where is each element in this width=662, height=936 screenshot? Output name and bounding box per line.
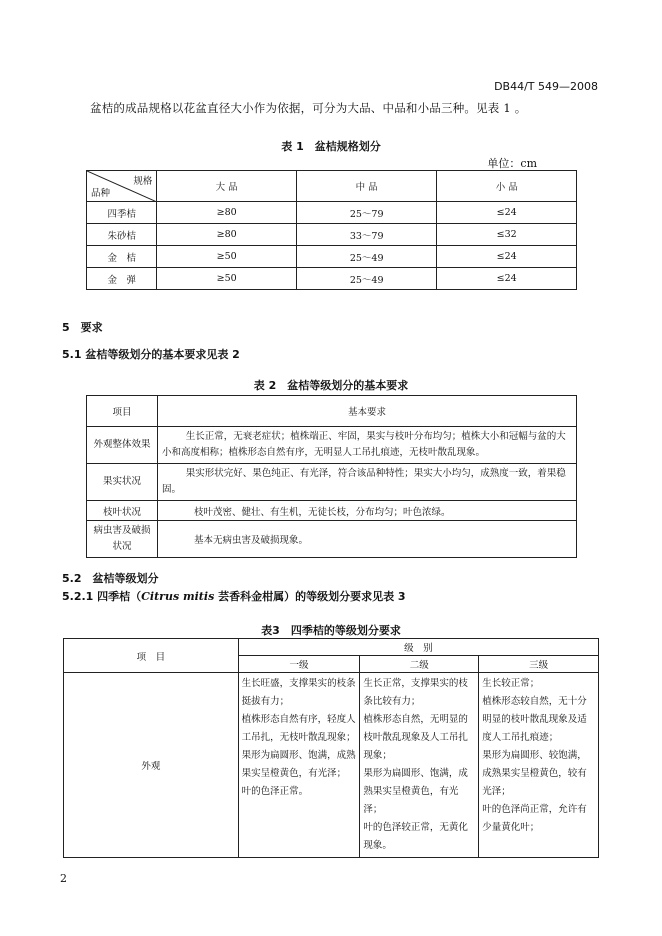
criterion-leaf: 叶的色泽尚正常，允许有少量黄化叶； bbox=[482, 804, 587, 833]
grade-3-criteria bbox=[479, 673, 599, 858]
latin-name: Citrus mitis bbox=[141, 590, 215, 603]
criterion-fruit: 果形为扁圆形、较饱满，成熟果实呈橙黄色，较有光泽； bbox=[482, 750, 587, 797]
standard-number: DB44/T 549—2008 bbox=[494, 80, 598, 93]
requirement-text: 果实形状完好、果色纯正、有光泽，符合该品种特性；果实大小均匀，成熟度一致，着果稳固。 bbox=[158, 464, 577, 501]
table-row bbox=[87, 224, 577, 246]
table1-header-small: 小 品 bbox=[437, 171, 577, 202]
table3-header-grade: 级 别 bbox=[238, 639, 598, 656]
variety-name: 金 桔 bbox=[87, 246, 157, 268]
variety-name: 朱砂桔 bbox=[87, 224, 157, 246]
size-large: ≥50 bbox=[157, 246, 297, 268]
variety-name: 金 弹 bbox=[87, 268, 157, 290]
table2-caption: 表 2 盆桔等级划分的基本要求 bbox=[253, 379, 409, 392]
item-label: 果实状况 bbox=[87, 464, 158, 501]
size-large: ≥80 bbox=[157, 202, 297, 224]
size-medium: 25～49 bbox=[296, 268, 436, 290]
size-small: ≤24 bbox=[437, 246, 577, 268]
table-row bbox=[87, 202, 577, 224]
size-small: ≤24 bbox=[437, 202, 577, 224]
item-label: 病虫害及破损状况 bbox=[87, 521, 158, 558]
table1-header-medium: 中 品 bbox=[296, 171, 436, 202]
corner-top-label: 规格 bbox=[133, 176, 153, 187]
table2-header-item: 项目 bbox=[87, 396, 158, 427]
table-row bbox=[87, 464, 577, 501]
size-small: ≤24 bbox=[437, 268, 577, 290]
item-label: 枝叶状况 bbox=[87, 501, 158, 521]
table2-header-requirement: 基本要求 bbox=[158, 396, 577, 427]
criterion-form: 植株形态较自然，无十分明显的枝叶散乱现象及适度人工吊扎痕迹； bbox=[482, 696, 587, 743]
table1-header-large: 大 品 bbox=[157, 171, 297, 202]
requirement-text: 基本无病虫害及破损现象。 bbox=[158, 521, 577, 558]
item-label: 外观整体效果 bbox=[87, 427, 158, 464]
criterion-growth: 生长较正常； bbox=[482, 678, 540, 689]
s521-prefix: 5.2.1 四季桔（ bbox=[62, 590, 142, 603]
table1-corner-cell bbox=[87, 171, 157, 202]
criterion-form: 植株形态自然有序，轻度人工吊扎，无枝叶散乱现象； bbox=[241, 714, 356, 743]
variety-name: 四季桔 bbox=[87, 202, 157, 224]
table1-unit: 单位：cm bbox=[487, 157, 537, 170]
page-number: 2 bbox=[60, 872, 67, 885]
criterion-fruit: 果形为扁圆形、饱满，成熟果实呈橙黄色，有光泽； bbox=[241, 750, 356, 779]
section-5-1-heading: 5.1 盆桔等级划分的基本要求见表 2 bbox=[62, 348, 240, 361]
table2 bbox=[86, 395, 577, 558]
section-5-2-1-heading bbox=[62, 588, 406, 604]
size-medium: 33～79 bbox=[296, 224, 436, 246]
table3-header-item: 项 目 bbox=[64, 639, 239, 673]
criterion-form: 植株形态自然，无明显的枝叶散乱现象及人工吊扎现象； bbox=[363, 714, 468, 761]
s521-suffix: 芸香科金柑属）的等级划分要求见表 3 bbox=[214, 590, 406, 603]
table-row bbox=[87, 427, 577, 464]
size-medium: 25～79 bbox=[296, 202, 436, 224]
grade-2-header: 二级 bbox=[360, 656, 479, 673]
grade-1-header: 一级 bbox=[238, 656, 360, 673]
requirement-text: 枝叶茂密、健壮、有生机，无徒长枝，分布均匀；叶色浓绿。 bbox=[158, 501, 577, 521]
requirement-text: 生长正常，无衰老症状；植株端正、牢固，果实与枝叶分布均匀；植株大小和冠幅与盆的大小和高度相称；植株形态自然有序，无明显人工吊扎痕迹，无枝叶散乱现象。 bbox=[158, 427, 577, 464]
grade-1-criteria bbox=[238, 673, 360, 858]
criterion-growth: 生长正常，支撑果实的枝条比较有力； bbox=[363, 678, 468, 707]
grade-3-header: 三级 bbox=[479, 656, 599, 673]
grade-2-criteria bbox=[360, 673, 479, 858]
table-row bbox=[87, 501, 577, 521]
criterion-fruit: 果形为扁圆形、饱满，成熟果实呈橙黄色，有光泽； bbox=[363, 768, 468, 815]
size-large: ≥80 bbox=[157, 224, 297, 246]
table3-caption: 表3 四季桔的等级划分要求 bbox=[261, 624, 401, 637]
table-row bbox=[87, 246, 577, 268]
size-medium: 25～49 bbox=[296, 246, 436, 268]
appearance-label: 外观 bbox=[64, 673, 239, 858]
criterion-leaf: 叶的色泽正常。 bbox=[241, 786, 309, 797]
criterion-growth: 生长旺盛，支撑果实的枝条挺拔有力； bbox=[241, 678, 356, 707]
criterion-leaf: 叶的色泽较正常，无黄化现象。 bbox=[363, 822, 468, 851]
size-small: ≤32 bbox=[437, 224, 577, 246]
table1 bbox=[86, 170, 577, 290]
table3 bbox=[63, 638, 599, 858]
table-row bbox=[64, 673, 599, 858]
table-row bbox=[87, 268, 577, 290]
corner-bottom-label: 品种 bbox=[91, 188, 111, 199]
intro-paragraph: 盆桔的成品规格以花盆直径大小作为依据，可分为大品、中品和小品三种。见表 1 。 bbox=[90, 101, 527, 115]
size-large: ≥50 bbox=[157, 268, 297, 290]
table1-caption: 表 1 盆桔规格划分 bbox=[281, 140, 381, 153]
table-row bbox=[87, 521, 577, 558]
section-5-2-heading: 5.2 盆桔等级划分 bbox=[62, 572, 159, 585]
section-5-heading: 5 要求 bbox=[62, 321, 103, 334]
